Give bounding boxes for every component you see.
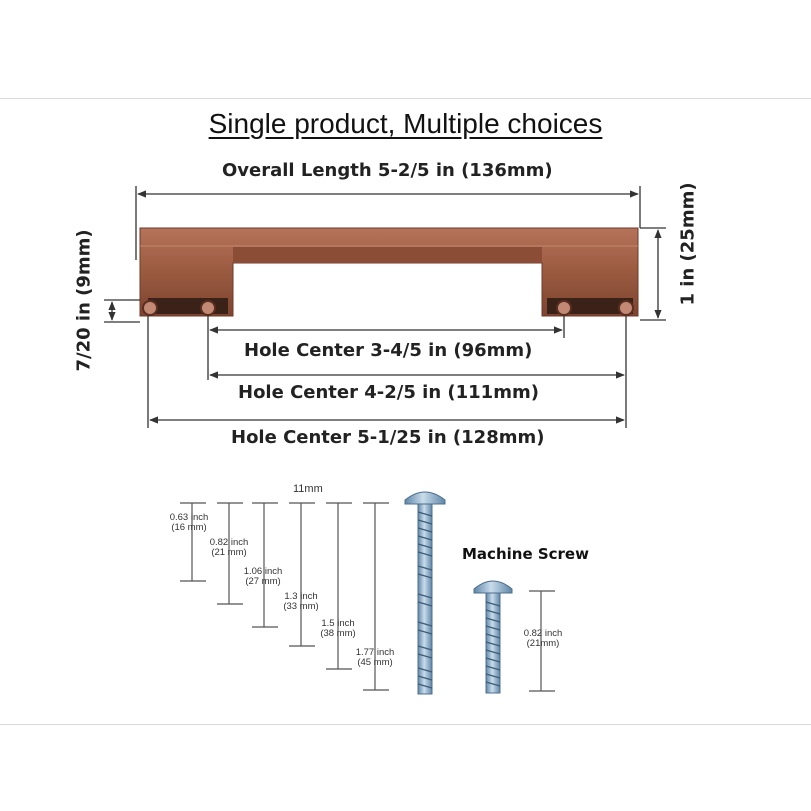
page-title: Single product, Multiple choices bbox=[208, 108, 603, 139]
screw-length-45 bbox=[348, 648, 402, 668]
screw-length-38-mm: (38 mm) bbox=[320, 628, 356, 639]
overall-length-label: Overall Length 5-2/5 in (136mm) bbox=[222, 160, 553, 181]
hole-center-111-label: Hole Center 4-2/5 in (111mm) bbox=[238, 382, 539, 403]
machine-screw-label: Machine Screw bbox=[462, 545, 589, 563]
screw-length-38 bbox=[311, 619, 365, 639]
screw-length-27-mm: (27 mm) bbox=[245, 576, 281, 587]
screw-length-45-mm: (45 mm) bbox=[357, 657, 393, 668]
screw-length-16-mm: (16 mm) bbox=[171, 522, 207, 533]
hole-center-128-label: Hole Center 5-1/25 in (128mm) bbox=[231, 427, 545, 448]
cabinet-handle bbox=[140, 228, 638, 316]
screw-length-33-inch: 1.3 inch bbox=[284, 591, 318, 602]
machine-screw-length-inch: 0.82 inch bbox=[523, 628, 563, 639]
screw-length-38-inch: 1.5 inch bbox=[321, 618, 355, 629]
machine-screw bbox=[474, 581, 512, 693]
screw-length-27 bbox=[236, 567, 290, 587]
long-screw bbox=[405, 492, 445, 694]
screw-length-33-mm: (33 mm) bbox=[283, 601, 319, 612]
screw-length-16-inch: 0.63 inch bbox=[169, 512, 209, 523]
screw-length-33 bbox=[274, 592, 328, 612]
screw-length-21-inch: 0.82 inch bbox=[209, 537, 249, 548]
screw-length-21-mm: (21 mm) bbox=[211, 547, 247, 558]
screw-length-16 bbox=[162, 513, 216, 533]
hole-center-dimensions bbox=[148, 316, 626, 428]
machine-screw-length bbox=[514, 629, 572, 649]
hole-center-96-label: Hole Center 3-4/5 in (96mm) bbox=[244, 340, 533, 361]
screw-length-45-inch: 1.77 inch bbox=[355, 647, 395, 658]
head-width-label: 11mm bbox=[293, 483, 323, 495]
hole-depth-dimension bbox=[104, 300, 140, 322]
hole-depth-label: 7/20 in (9mm) bbox=[73, 229, 95, 372]
screw-length-27-inch: 1.06 inch bbox=[243, 566, 283, 577]
screw-length-21 bbox=[202, 538, 256, 558]
height-dimension bbox=[640, 228, 666, 320]
machine-screw-length-mm: (21mm) bbox=[526, 638, 560, 649]
height-label: 1 in (25mm) bbox=[677, 182, 699, 306]
